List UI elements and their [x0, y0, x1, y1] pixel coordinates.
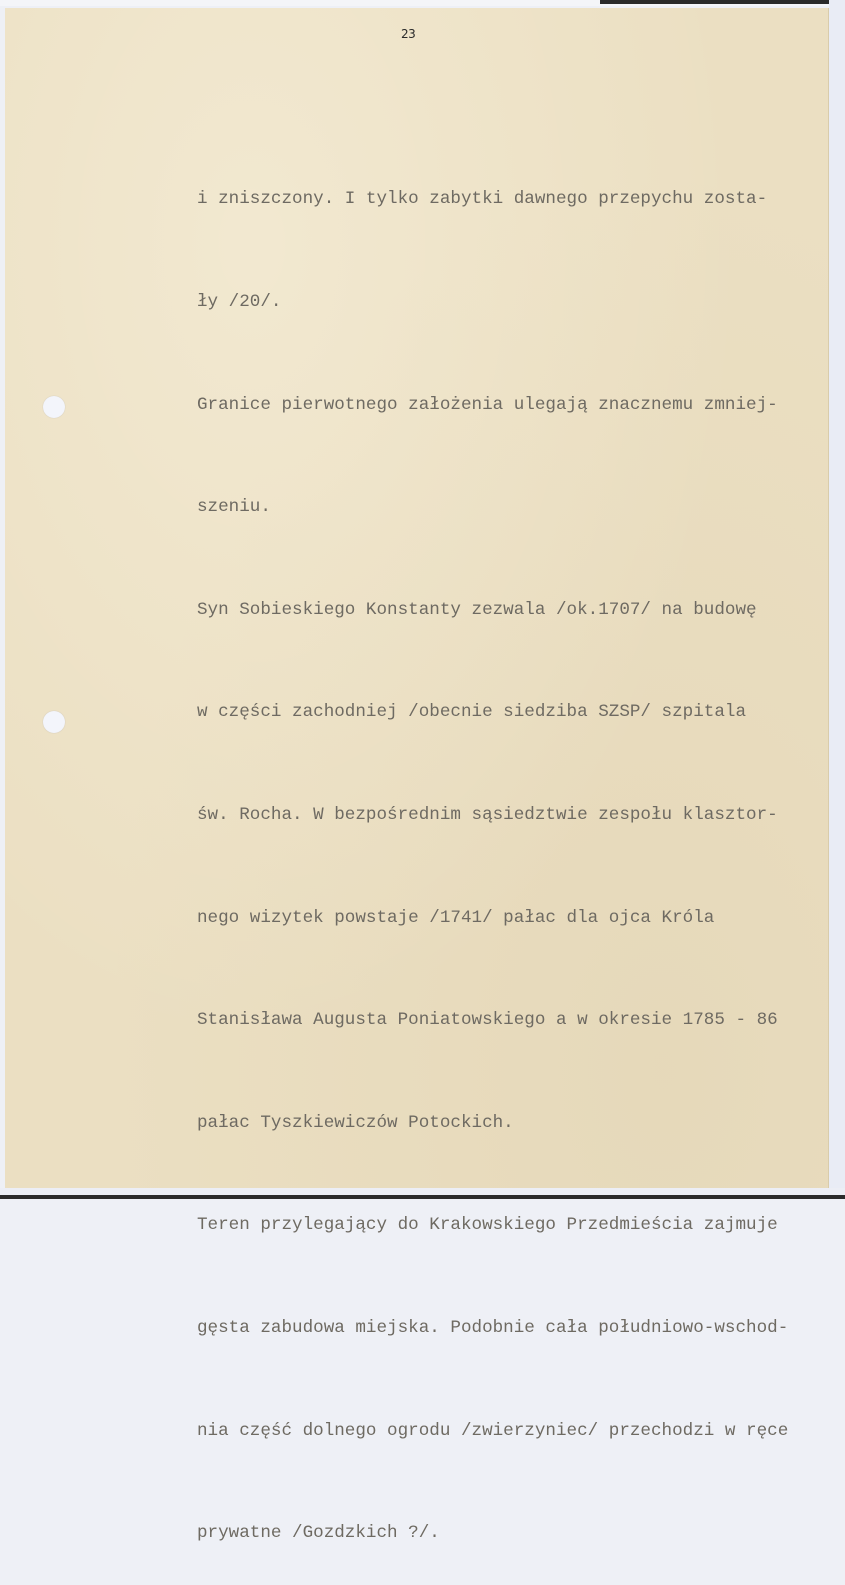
text-line: Granice pierwotnego założenia ulegają znacznemu zmniej- — [197, 394, 778, 415]
punch-hole-top — [43, 396, 65, 418]
text-line: w części zachodniej /obecnie siedziba SZSP/ szpitala — [197, 702, 747, 723]
text-line: pałac Tyszkiewiczów Potockich. — [197, 1112, 514, 1133]
text-line: Teren przylegający do Krakowskiego Przedmieścia zajmuje — [197, 1215, 778, 1236]
text-line: Syn Sobieskiego Konstanty zezwala /ok.1707/ na budowę — [197, 599, 757, 620]
text-line: ły /20/. — [197, 292, 282, 312]
text-line: gęsta zabudowa miejska. Podobnie cała południowo-wschod- — [197, 1317, 789, 1338]
punch-hole-bottom — [43, 711, 65, 733]
text-line: prywatne /Gozdzkich ?/. — [197, 1523, 440, 1544]
text-line: nego wizytek powstaje /1741/ pałac dla ojca Króla — [197, 907, 715, 928]
text-line: szeniu. — [197, 497, 271, 518]
scan-right-margin — [829, 0, 845, 1199]
text-line: nia część dolnego ogrodu /zwierzyniec/ przechodzi w ręce — [197, 1420, 789, 1441]
text-line: Stanisława Augusta Poniatowskiego a w okresie 1785 - 86 — [197, 1010, 778, 1031]
text-line: św. Rocha. W bezpośrednim sąsiedztwie zespołu klasztor- — [197, 804, 778, 825]
page-body-text — [197, 114, 797, 1585]
text-line: i zniszczony. I tylko zabytki dawnego przepychu zosta- — [197, 189, 768, 210]
scan-top-dark-edge — [600, 0, 845, 4]
page-number: 23 — [401, 27, 416, 41]
